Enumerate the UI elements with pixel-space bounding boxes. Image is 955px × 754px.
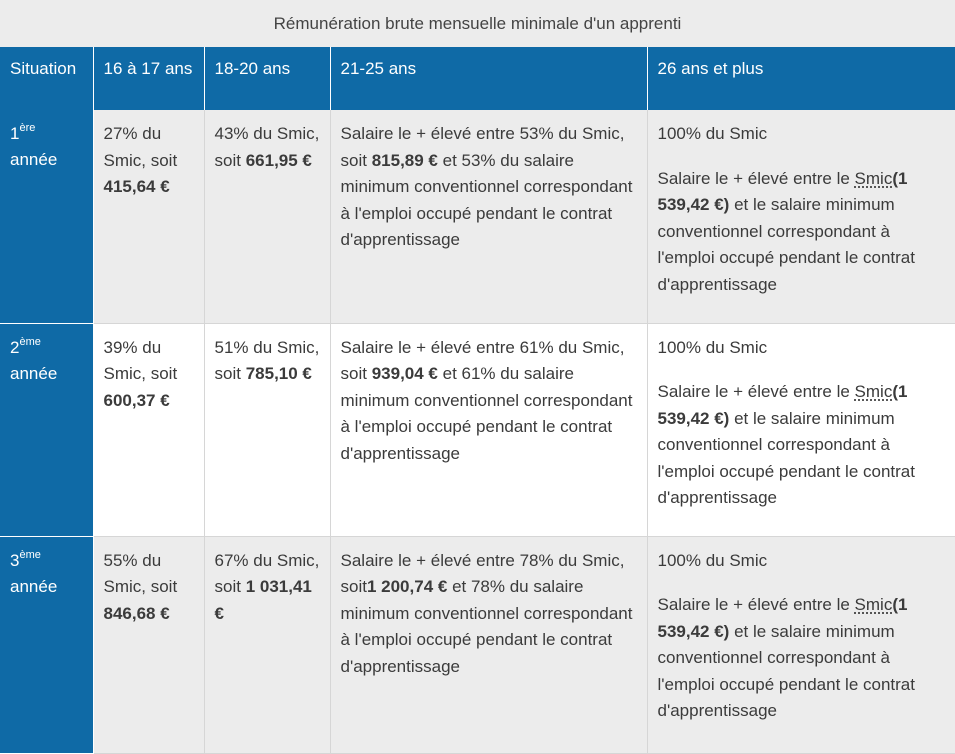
amount: 785,10 € bbox=[245, 364, 312, 383]
amount: 600,37 € bbox=[103, 390, 170, 410]
amount: 1 031,41 € bbox=[214, 577, 312, 623]
rate-text: 39% du Smic, soit bbox=[103, 337, 178, 383]
year-ordinal: ème bbox=[19, 548, 41, 561]
rate-text-rest: et le salaire minimum conventionnel correspondant à l'emploi occupé pendant le contrat d'apprentissage bbox=[657, 408, 915, 507]
cell-21-25 bbox=[330, 323, 647, 536]
rate-text: Salaire le + élevé entre le bbox=[657, 382, 850, 401]
header-age-26-plus: 26 ans et plus bbox=[647, 47, 955, 110]
rate-text-rest: et 78% du salaire minimum conventionnel correspondant à l'emploi occupé pendant le contrat d'apprentissage bbox=[340, 577, 633, 676]
rate-paragraph bbox=[658, 166, 946, 299]
amount: (1 539,42 €) bbox=[657, 595, 908, 641]
amount: 939,04 € bbox=[371, 364, 438, 383]
rate-text-rest: et le salaire minimum conventionnel correspondant à l'emploi occupé pendant le contrat d'apprentissage bbox=[657, 195, 915, 294]
rate-text-rest: et 53% du salaire minimum conventionnel correspondant à l'emploi occupé pendant le contrat d'apprentissage bbox=[340, 150, 633, 249]
situation-cell bbox=[0, 536, 93, 753]
amount: 415,64 € bbox=[103, 177, 170, 196]
header-age-16-17: 16 à 17 ans bbox=[93, 47, 204, 110]
salary-table bbox=[0, 47, 955, 754]
year-number: 2 bbox=[10, 337, 20, 357]
year-word: année bbox=[10, 576, 58, 596]
amount: 846,68 € bbox=[103, 603, 170, 623]
rate-text: Salaire le + élevé entre le bbox=[657, 595, 850, 614]
amount: 1 200,74 € bbox=[366, 577, 448, 596]
amount: (1 539,42 €) bbox=[657, 168, 908, 214]
rate-text: Salaire le + élevé entre 61% du Smic, soit bbox=[340, 337, 625, 383]
rate-text: Salaire le + élevé entre 53% du Smic, soit bbox=[340, 124, 625, 170]
rate-paragraph bbox=[658, 379, 946, 512]
cell-26-plus bbox=[647, 110, 955, 323]
rate-line: 100% du Smic bbox=[657, 550, 768, 570]
rate-line: 100% du Smic bbox=[657, 124, 768, 143]
smic-abbreviation[interactable]: Smic bbox=[854, 168, 893, 188]
situation-cell bbox=[0, 110, 93, 323]
rate-text: Salaire le + élevé entre 78% du Smic, soit bbox=[340, 550, 625, 596]
year-number: 1 bbox=[10, 124, 20, 143]
year-ordinal: ère bbox=[19, 122, 36, 134]
year-ordinal: ème bbox=[19, 335, 41, 348]
cell-18-20 bbox=[204, 110, 330, 323]
header-row bbox=[0, 47, 955, 110]
table-caption: Rémunération brute mensuelle minimale d'un apprenti bbox=[0, 0, 955, 47]
header-situation: Situation bbox=[0, 47, 93, 110]
year-number: 3 bbox=[10, 550, 20, 570]
cell-18-20 bbox=[204, 536, 330, 753]
rate-line: 100% du Smic bbox=[657, 337, 768, 357]
rate-text: Salaire le + élevé entre le bbox=[657, 168, 850, 188]
table-row bbox=[0, 323, 955, 536]
year-word: année bbox=[10, 150, 58, 169]
header-age-21-25: 21-25 ans bbox=[330, 47, 647, 110]
rate-text-rest: et 61% du salaire minimum conventionnel correspondant à l'emploi occupé pendant le contrat d'apprentissage bbox=[340, 364, 633, 463]
smic-abbreviation[interactable]: Smic bbox=[854, 382, 893, 401]
rate-text: 67% du Smic, soit bbox=[214, 550, 320, 596]
amount: 815,89 € bbox=[371, 150, 438, 170]
cell-26-plus bbox=[647, 536, 955, 753]
rate-text: 27% du Smic, soit bbox=[103, 124, 178, 170]
amount: 661,95 € bbox=[245, 150, 312, 170]
cell-16-17 bbox=[93, 536, 204, 753]
rate-text: 51% du Smic, soit bbox=[214, 337, 320, 383]
situation-cell bbox=[0, 323, 93, 536]
table-row bbox=[0, 110, 955, 323]
cell-18-20 bbox=[204, 323, 330, 536]
year-word: année bbox=[10, 363, 58, 383]
rate-text: 43% du Smic, soit bbox=[214, 124, 320, 170]
rate-paragraph bbox=[658, 592, 946, 725]
cell-16-17 bbox=[93, 110, 204, 323]
header-age-18-20: 18-20 ans bbox=[204, 47, 330, 110]
smic-abbreviation[interactable]: Smic bbox=[854, 595, 893, 614]
rate-text: 55% du Smic, soit bbox=[103, 550, 178, 596]
cell-21-25 bbox=[330, 536, 647, 753]
rate-text-rest: et le salaire minimum conventionnel correspondant à l'emploi occupé pendant le contrat d'apprentissage bbox=[657, 621, 915, 720]
cell-21-25 bbox=[330, 110, 647, 323]
amount: (1 539,42 €) bbox=[657, 382, 908, 428]
cell-26-plus bbox=[647, 323, 955, 536]
table-row bbox=[0, 536, 955, 753]
cell-16-17 bbox=[93, 323, 204, 536]
